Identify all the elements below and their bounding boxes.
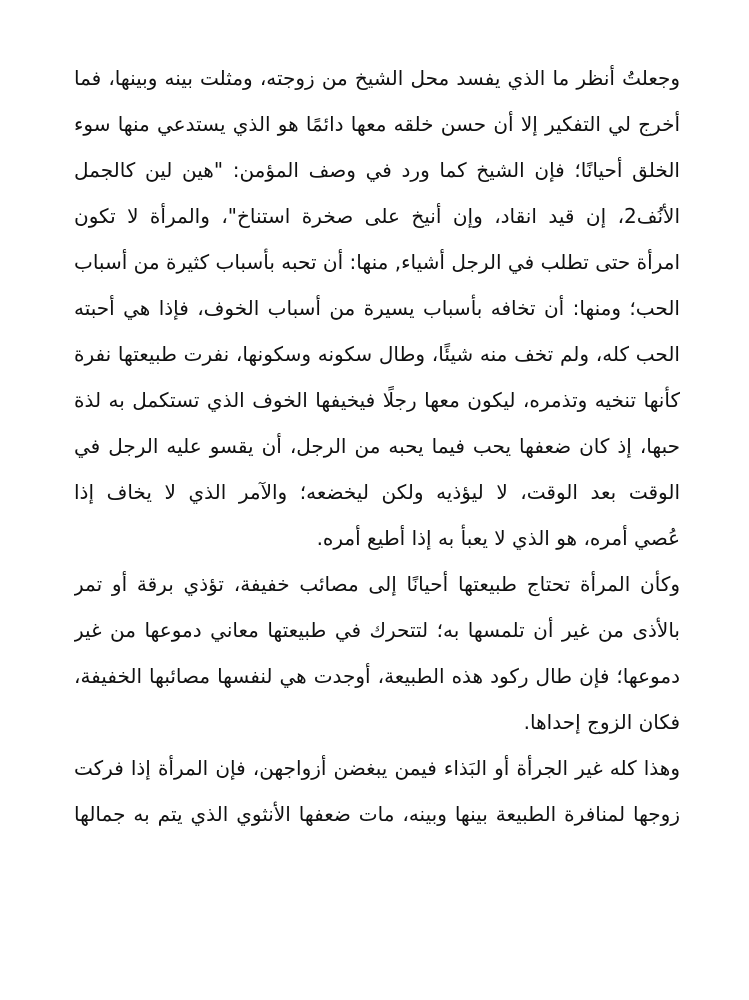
paragraph-end-line: فكان الزوج إحداها. <box>523 710 680 734</box>
text-line: أخرج لي التفكير إلا أن حسن خلقه معها دائمًا هو الذي يستدعي منها سوء <box>74 112 680 136</box>
text-line: الأنُف2، إن قيد انقاد، وإن أنيخ على صخرة استناخ"، والمرأة لا تكون <box>74 204 680 228</box>
text-line: كأنها تنخيه وتذمره، ليكون معها رجلًا فيخيفها الخوف الذي تستكمل به لذة <box>74 388 680 412</box>
text-line: وهذا كله غير الجرأة أو البَذاء فيمن يبغضن أزواجهن، فإن المرأة إذا فركت <box>74 756 680 780</box>
paragraph-end-line: عُصي أمره، هو الذي لا يعبأ به إذا أطيع أمره. <box>316 526 680 550</box>
text-line: الوقت بعد الوقت، لا ليؤذيه ولكن ليخضعه؛ والآمر الذي لا يخاف إذا <box>74 480 680 504</box>
text-line: الخلق أحيانًا؛ فإن الشيخ كما ورد في وصف المؤمن: "هين لين كالجمل <box>74 158 680 182</box>
text-line: وجعلتُ أنظر ما الذي يفسد محل الشيخ من زوجته، ومثلت بينه وبينها، فما <box>74 66 680 90</box>
text-line: بالأذى من غير أن تلمسها به؛ لتتحرك في طبيعتها معاني دموعها من غير <box>74 618 680 642</box>
text-line: وكأن المرأة تحتاج طبيعتها أحيانًا إلى مصائب خفيفة، تؤذي برقة أو تمر <box>74 572 680 596</box>
text-line: الحب؛ ومنها: أن تخافه بأسباب يسيرة من أسباب الخوف، فإذا هي أحبته <box>74 296 680 320</box>
text-line: زوجها لمنافرة الطبيعة بينها وبينه، مات ضعفها الأنثوي الذي يتم به جمالها <box>74 802 680 826</box>
body-text <box>74 55 680 837</box>
text-line: الحب كله، ولم تخف منه شيئًا، وطال سكونه وسكونها، نفرت طبيعتها نفرة <box>74 342 680 366</box>
text-line: امرأة حتى تطلب في الرجل أشياء, منها: أن تحبه بأسباب كثيرة من أسباب <box>74 250 680 274</box>
text-line: حبها، إذ كان ضعفها يحب فيما يحبه من الرجل، أن يقسو عليه الرجل في <box>74 434 680 458</box>
text-line: دموعها؛ فإن طال ركود هذه الطبيعة، أوجدت هي لنفسها مصائبها الخفيفة، <box>74 664 680 688</box>
